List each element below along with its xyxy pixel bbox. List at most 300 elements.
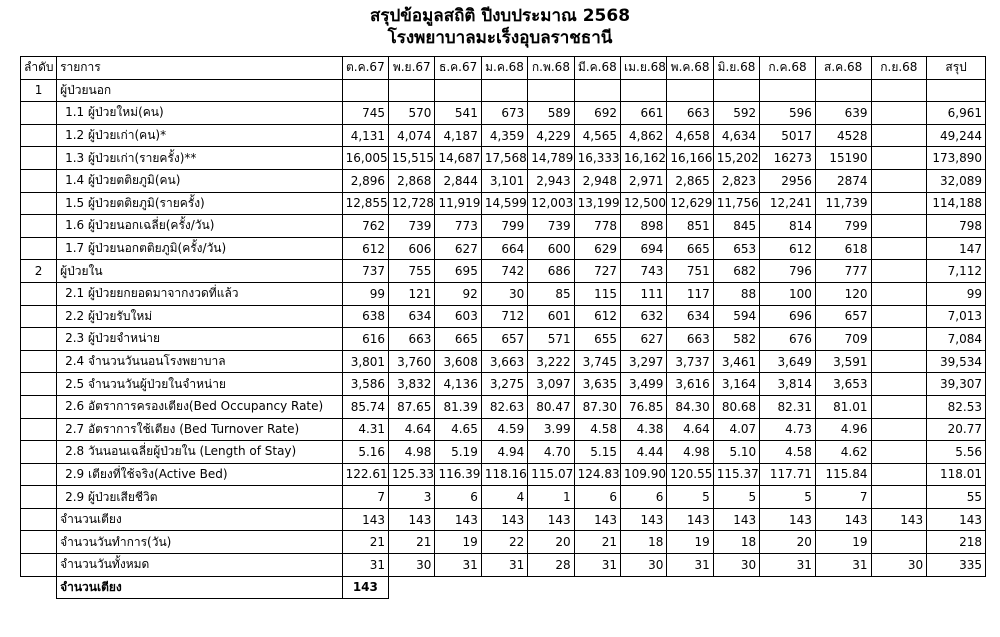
row-value-cell [481,79,527,102]
table-row [21,124,986,147]
row-value-cell [871,418,927,441]
row-value-cell: 12,500 [621,192,667,215]
row-value-cell: 589 [528,102,574,125]
row-value-cell: 11,919 [435,192,481,215]
row-value-cell: 3,832 [389,373,435,396]
row-summary-cell: 7,112 [927,260,986,283]
row-index [21,531,57,554]
row-value-cell [667,79,713,102]
row-value-cell: 709 [815,328,871,351]
report-subtitle: โรงพยาบาลมะเร็งอุบลราชธานี [387,28,613,48]
row-value-cell: 6 [435,486,481,509]
row-value-cell: 5 [760,486,816,509]
table-row [21,486,986,509]
row-value-cell: 627 [435,237,481,260]
row-value-cell: 664 [481,237,527,260]
row-value-cell [871,373,927,396]
row-value-cell [871,215,927,238]
row-value-cell: 31 [481,554,527,577]
row-value-cell [574,79,620,102]
row-value-cell: 30 [621,554,667,577]
footer-spacer [21,576,57,599]
row-value-cell: 663 [667,102,713,125]
row-value-cell: 16,333 [574,147,620,170]
row-value-cell: 629 [574,237,620,260]
row-value-cell: 111 [621,282,667,305]
row-index [21,305,57,328]
row-value-cell: 737 [342,260,388,283]
row-summary-cell: 39,534 [927,350,986,373]
row-value-cell: 12,855 [342,192,388,215]
row-value-cell: 16,005 [342,147,388,170]
row-value-cell: 686 [528,260,574,283]
row-value-cell: 5.19 [435,441,481,464]
row-value-cell: 143 [389,508,435,531]
row-value-cell: 4.70 [528,441,574,464]
row-value-cell: 4.64 [667,418,713,441]
row-value-cell: 3,801 [342,350,388,373]
row-label: 2.7 อัตราการใช้เตียง (Bed Turnover Rate) [57,418,343,441]
row-value-cell: 616 [342,328,388,351]
row-value-cell [871,124,927,147]
row-label: 2.8 วันนอนเฉลี่ยผู้ป่วยใน (Length of Stay) [57,441,343,464]
table-row [21,102,986,125]
row-value-cell [435,79,481,102]
row-value-cell: 755 [389,260,435,283]
row-value-cell: 19 [667,531,713,554]
row-value-cell: 124.83 [574,463,620,486]
row-value-cell: 3,635 [574,373,620,396]
row-value-cell: 606 [389,237,435,260]
row-value-cell [871,169,927,192]
row-value-cell: 653 [713,237,759,260]
row-value-cell: 16,166 [667,147,713,170]
header-month: เม.ย.68 [621,57,667,80]
row-value-cell: 21 [574,531,620,554]
row-value-cell [871,260,927,283]
row-value-cell: 143 [574,508,620,531]
row-label: 1.7 ผู้ป่วยนอกตติยภูมิ(ครั้ง/วัน) [57,237,343,260]
table-row [21,441,986,464]
row-value-cell: 2,823 [713,169,759,192]
row-summary-cell: 20.77 [927,418,986,441]
row-value-cell: 116.39 [435,463,481,486]
row-value-cell: 76.85 [621,395,667,418]
row-summary-cell [927,79,986,102]
row-index [21,215,57,238]
row-value-cell: 4 [481,486,527,509]
row-value-cell: 7 [342,486,388,509]
row-value-cell: 541 [435,102,481,125]
header-month: ม.ค.68 [481,57,527,80]
row-summary-cell: 118.01 [927,463,986,486]
row-summary-cell: 55 [927,486,986,509]
row-value-cell: 4.58 [760,441,816,464]
row-value-cell: 143 [342,508,388,531]
row-value-cell [713,79,759,102]
row-value-cell: 655 [574,328,620,351]
row-value-cell [871,79,927,102]
row-value-cell: 143 [435,508,481,531]
row-value-cell: 22 [481,531,527,554]
row-value-cell: 4,634 [713,124,759,147]
row-index [21,373,57,396]
row-value-cell: 115.07 [528,463,574,486]
row-label: 1.3 ผู้ป่วยเก่า(รายครั้ง)** [57,147,343,170]
row-value-cell: 6 [574,486,620,509]
row-value-cell: 31 [667,554,713,577]
row-index [21,463,57,486]
row-label: 2.5 จำนวนวันผู้ป่วยในจำหน่าย [57,373,343,396]
row-summary-cell: 114,188 [927,192,986,215]
row-value-cell: 4,658 [667,124,713,147]
row-value-cell: 596 [760,102,816,125]
row-value-cell: 80.47 [528,395,574,418]
row-index [21,282,57,305]
header-month: มิ.ย.68 [713,57,759,80]
row-value-cell: 712 [481,305,527,328]
row-value-cell: 143 [871,508,927,531]
header-month: ส.ค.68 [815,57,871,80]
row-value-cell [871,102,927,125]
row-value-cell: 2,896 [342,169,388,192]
header-item: รายการ [57,57,343,80]
table-row [21,192,986,215]
row-value-cell: 2,948 [574,169,620,192]
row-value-cell [871,192,927,215]
row-value-cell: 19 [815,531,871,554]
table-row [21,395,986,418]
row-index [21,124,57,147]
row-value-cell: 31 [760,554,816,577]
row-value-cell: 665 [435,328,481,351]
row-label: จำนวนเตียง [57,508,343,531]
row-summary-cell: 335 [927,554,986,577]
row-value-cell: 898 [621,215,667,238]
row-value-cell: 2,971 [621,169,667,192]
row-value-cell: 612 [760,237,816,260]
row-value-cell: 82.63 [481,395,527,418]
row-value-cell: 4.07 [713,418,759,441]
row-value-cell: 773 [435,215,481,238]
table-header-row [21,57,986,80]
row-index [21,554,57,577]
row-value-cell: 696 [760,305,816,328]
header-month: ธ.ค.67 [435,57,481,80]
row-value-cell: 5 [713,486,759,509]
row-value-cell: 796 [760,260,816,283]
row-label: 2.3 ผู้ป่วยจำหน่าย [57,328,343,351]
row-value-cell: 4,359 [481,124,527,147]
row-label: 2.6 อัตราการครองเตียง(Bed Occupancy Rate) [57,395,343,418]
row-value-cell: 14,599 [481,192,527,215]
table-row [21,554,986,577]
row-value-cell: 19 [435,531,481,554]
row-value-cell: 657 [481,328,527,351]
table-row [21,215,986,238]
row-value-cell: 639 [815,102,871,125]
row-value-cell: 676 [760,328,816,351]
row-value-cell: 80.68 [713,395,759,418]
row-value-cell: 2956 [760,169,816,192]
row-value-cell: 20 [528,531,574,554]
row-value-cell [871,328,927,351]
row-value-cell: 571 [528,328,574,351]
row-value-cell: 673 [481,102,527,125]
table-row [21,531,986,554]
row-value-cell: 81.39 [435,395,481,418]
row-summary-cell: 6,961 [927,102,986,125]
row-value-cell: 3 [389,486,435,509]
row-value-cell: 87.65 [389,395,435,418]
table-row [21,508,986,531]
table-row [21,169,986,192]
row-value-cell: 4,229 [528,124,574,147]
row-value-cell: 4.31 [342,418,388,441]
row-value-cell: 594 [713,305,759,328]
row-value-cell: 28 [528,554,574,577]
row-value-cell [871,237,927,260]
table-row [21,328,986,351]
row-value-cell: 762 [342,215,388,238]
row-value-cell [389,79,435,102]
row-value-cell [871,441,927,464]
row-summary-cell: 147 [927,237,986,260]
row-label: ผู้ป่วยใน [57,260,343,283]
row-value-cell: 5017 [760,124,816,147]
row-summary-cell: 798 [927,215,986,238]
row-label: 2.9 ผู้ป่วยเสียชีวิต [57,486,343,509]
row-value-cell: 5 [667,486,713,509]
row-value-cell [871,463,927,486]
row-value-cell: 663 [389,328,435,351]
row-value-cell: 3,097 [528,373,574,396]
row-value-cell: 3.99 [528,418,574,441]
row-value-cell: 4.65 [435,418,481,441]
row-value-cell: 11,756 [713,192,759,215]
row-value-cell: 657 [815,305,871,328]
row-value-cell: 88 [713,282,759,305]
table-row [21,305,986,328]
table-row [21,463,986,486]
row-index [21,418,57,441]
row-value-cell: 739 [389,215,435,238]
row-value-cell: 87.30 [574,395,620,418]
row-value-cell: 4,187 [435,124,481,147]
row-value-cell: 3,814 [760,373,816,396]
row-value-cell: 5.10 [713,441,759,464]
row-label: 1.2 ผู้ป่วยเก่า(คน)* [57,124,343,147]
row-label: 1.4 ผู้ป่วยตติยภูมิ(คน) [57,169,343,192]
row-value-cell: 18 [621,531,667,554]
row-value-cell: 3,616 [667,373,713,396]
row-value-cell: 117 [667,282,713,305]
row-value-cell: 117.71 [760,463,816,486]
footer-label: จำนวนเตียง [57,576,343,599]
row-value-cell: 3,101 [481,169,527,192]
row-value-cell: 3,745 [574,350,620,373]
row-value-cell: 118.16 [481,463,527,486]
row-value-cell: 109.90 [621,463,667,486]
row-value-cell: 12,241 [760,192,816,215]
row-index [21,486,57,509]
row-value-cell: 30 [389,554,435,577]
row-value-cell: 2,865 [667,169,713,192]
row-value-cell: 15,515 [389,147,435,170]
row-value-cell: 122.61 [342,463,388,486]
table-row [21,373,986,396]
row-summary-cell: 173,890 [927,147,986,170]
row-label: 1.1 ผู้ป่วยใหม่(คน) [57,102,343,125]
row-index [21,237,57,260]
row-value-cell: 799 [481,215,527,238]
row-value-cell: 751 [667,260,713,283]
row-value-cell: 14,789 [528,147,574,170]
row-summary-cell: 99 [927,282,986,305]
row-value-cell: 3,737 [667,350,713,373]
row-value-cell: 3,663 [481,350,527,373]
table-row [21,282,986,305]
row-value-cell: 4.73 [760,418,816,441]
row-value-cell: 31 [435,554,481,577]
row-value-cell [871,147,927,170]
row-value-cell: 12,728 [389,192,435,215]
row-value-cell [871,282,927,305]
header-month: มี.ค.68 [574,57,620,80]
row-summary-cell: 143 [927,508,986,531]
row-value-cell: 30 [481,282,527,305]
row-summary-cell: 7,013 [927,305,986,328]
row-value-cell: 3,760 [389,350,435,373]
row-value-cell: 694 [621,237,667,260]
row-value-cell: 3,653 [815,373,871,396]
row-value-cell: 143 [760,508,816,531]
footer-blank [389,576,986,599]
header-month: พ.ค.68 [667,57,713,80]
row-value-cell: 6 [621,486,667,509]
header-summary: สรุป [927,57,986,80]
row-value-cell [815,79,871,102]
row-value-cell: 601 [528,305,574,328]
row-value-cell [342,79,388,102]
row-summary-cell: 82.53 [927,395,986,418]
row-value-cell: 143 [621,508,667,531]
row-value-cell: 84.30 [667,395,713,418]
row-value-cell: 4528 [815,124,871,147]
row-summary-cell: 5.56 [927,441,986,464]
header-month: ต.ค.67 [342,57,388,80]
row-index [21,169,57,192]
row-value-cell: 634 [389,305,435,328]
row-value-cell: 21 [389,531,435,554]
row-value-cell: 12,003 [528,192,574,215]
row-value-cell: 143 [815,508,871,531]
row-value-cell: 777 [815,260,871,283]
row-value-cell: 2,868 [389,169,435,192]
header-index: ลำดับ [21,57,57,80]
row-value-cell: 125.33 [389,463,435,486]
row-label: 1.5 ผู้ป่วยตติยภูมิ(รายครั้ง) [57,192,343,215]
table-row [21,350,986,373]
row-value-cell: 4.94 [481,441,527,464]
row-index: 2 [21,260,57,283]
row-value-cell [871,531,927,554]
row-value-cell [871,395,927,418]
row-value-cell: 16,162 [621,147,667,170]
row-value-cell: 3,649 [760,350,816,373]
row-value-cell: 627 [621,328,667,351]
row-value-cell: 739 [528,215,574,238]
row-value-cell: 31 [342,554,388,577]
row-value-cell: 143 [481,508,527,531]
row-value-cell: 3,297 [621,350,667,373]
row-value-cell: 727 [574,260,620,283]
row-value-cell: 12,629 [667,192,713,215]
row-value-cell: 582 [713,328,759,351]
row-value-cell: 100 [760,282,816,305]
header-month: ก.ค.68 [760,57,816,80]
row-value-cell: 143 [713,508,759,531]
row-label: 2.1 ผู้ป่วยยกยอดมาจากงวดที่แล้ว [57,282,343,305]
row-value-cell [871,350,927,373]
row-summary-cell: 49,244 [927,124,986,147]
row-value-cell: 634 [667,305,713,328]
row-value-cell: 16273 [760,147,816,170]
row-value-cell: 4,074 [389,124,435,147]
row-index [21,328,57,351]
row-value-cell [760,79,816,102]
row-value-cell: 5.16 [342,441,388,464]
row-value-cell: 3,608 [435,350,481,373]
row-value-cell: 20 [760,531,816,554]
header-month: พ.ย.67 [389,57,435,80]
row-value-cell: 3,591 [815,350,871,373]
header-month: ก.พ.68 [528,57,574,80]
row-index [21,441,57,464]
row-value-cell: 85 [528,282,574,305]
row-value-cell: 603 [435,305,481,328]
row-value-cell: 115.84 [815,463,871,486]
table-row [21,260,986,283]
table-row [21,147,986,170]
row-value-cell: 4.64 [389,418,435,441]
row-summary-cell: 218 [927,531,986,554]
row-summary-cell: 32,089 [927,169,986,192]
table-row [21,79,986,102]
row-label: 2.4 จำนวนวันนอนโรงพยาบาล [57,350,343,373]
row-value-cell: 14,687 [435,147,481,170]
row-value-cell: 3,499 [621,373,667,396]
row-label: 2.2 ผู้ป่วยรับใหม่ [57,305,343,328]
row-value-cell: 11,739 [815,192,871,215]
row-value-cell: 778 [574,215,620,238]
row-index [21,395,57,418]
row-value-cell: 814 [760,215,816,238]
row-value-cell: 15190 [815,147,871,170]
row-value-cell: 31 [815,554,871,577]
row-label: 2.9 เตียงที่ใช้จริง(Active Bed) [57,463,343,486]
row-label: จำนวนวันทำการ(วัน) [57,531,343,554]
row-value-cell: 618 [815,237,871,260]
row-value-cell: 4.98 [667,441,713,464]
table-row [21,237,986,260]
row-index [21,192,57,215]
row-value-cell: 661 [621,102,667,125]
row-value-cell: 4.62 [815,441,871,464]
row-value-cell: 612 [342,237,388,260]
row-value-cell: 17,568 [481,147,527,170]
header-month: ก.ย.68 [871,57,927,80]
